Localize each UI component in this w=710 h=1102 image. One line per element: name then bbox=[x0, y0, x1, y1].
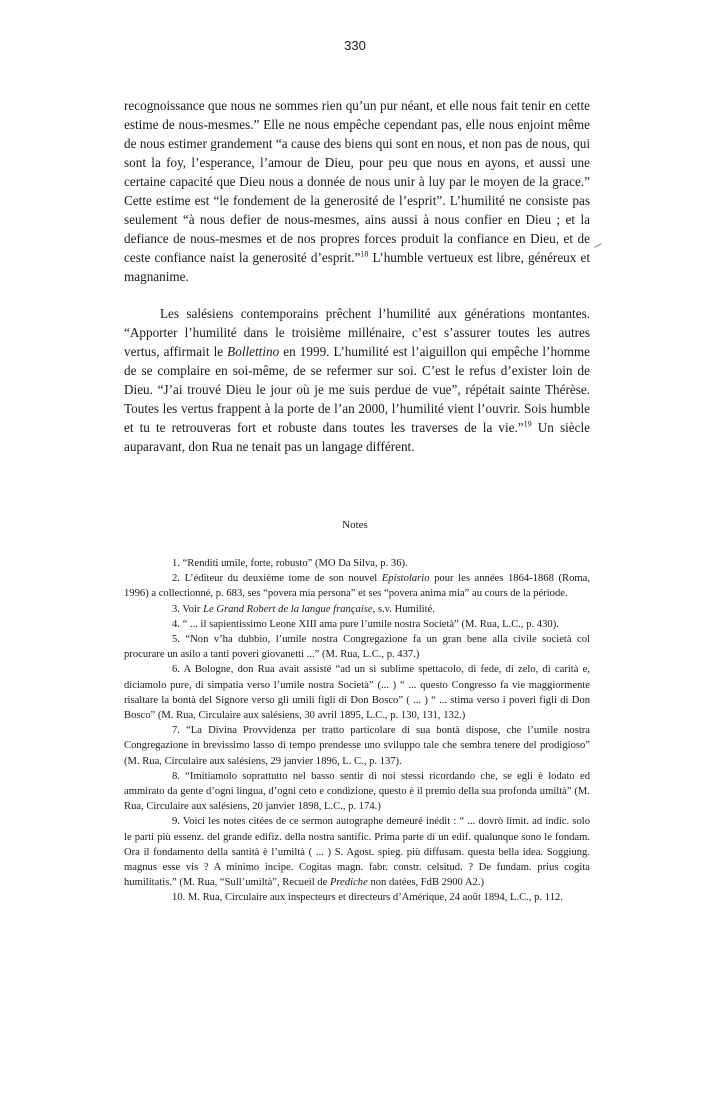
note-2 bbox=[124, 571, 590, 601]
note-3-text-a: 3. Voir bbox=[172, 603, 204, 615]
paragraph-2 bbox=[124, 304, 590, 456]
body-text bbox=[124, 96, 590, 456]
footnote-ref-18: 18 bbox=[360, 249, 369, 259]
bollettino-title: Bollettino bbox=[227, 344, 280, 359]
note-4: 4. “ ... il sapientissimo Leone XIII ama pure l’umile nostra Società” (M. Rua, L.C., p. 430). bbox=[172, 618, 559, 630]
note-2-text-a: 2. L’éditeur du deuxième tome de son nouvel bbox=[172, 573, 382, 585]
epistolario-title: Epistolario bbox=[381, 573, 430, 585]
note-9 bbox=[124, 814, 590, 890]
page-number: 330 bbox=[344, 38, 366, 53]
notes-heading: Notes bbox=[342, 519, 368, 531]
note-5: 5. “Non v’ha dubbio, l’umile nostra Congregazione fa un gran bene alla civile società col procurare un asilo a tanti poveri giovanetti ...” (M. Rua, L.C., p. 437.) bbox=[124, 634, 590, 661]
note-9-text-b: non datées, FdB 2900 A2.) bbox=[367, 877, 485, 889]
paragraph-1-end: L’humble vertueux est libre, généreux et magnanime. bbox=[124, 250, 591, 284]
notes-list bbox=[124, 556, 590, 906]
footnote-ref-19: 19 bbox=[523, 419, 532, 429]
grand-robert-title: Le Grand Robert de la langue française bbox=[203, 603, 373, 615]
paragraph-2-text-c: Un siècle auparavant, don Rua ne tenait pas un langage différent. bbox=[124, 420, 590, 454]
stray-mark bbox=[594, 243, 601, 248]
note-6: 6. A Bologne, don Rua avait assisté “ad un sì sublime spettacolo, di fede, di zelo, di carità e, diciamolo pure, di simpatia verso l’umile nostra Società” (... ) “ ... questo Congresso fa vie maggiormente risaltare la bontà del Signore verso gli umili figli di Don Bosco” ( ... ) “ ... stima verso i poveri figli di Don Bosco” (M. Rua, Circulaire aux salésiens, 30 avril 1895, L.C., p. 130, 131, 132.) bbox=[124, 664, 590, 722]
note-9-text-a: 9. Voici les notes citées de ce sermon autographe demeuré inédit : “ ... dovrò limit. ad indic. solo le parti più essenz. del grande edifiz. della nostra santific. Prima parte di un edif. qualunque sono le fondam. Ora il fondamento della santità è l’umiltà ( ... ) S. Agost. spieg. più diffusam. questa bella idea. Soggiung. magnus esse vis ? A minimo incipe. Cogitas magn. fabr. constr. celsitud. ? De fundam. prius cogita humilitatis.” (M. Rua, “Sull’umiltà”, Recueil de bbox=[124, 816, 590, 889]
paragraph-1 bbox=[124, 96, 590, 286]
note-7: 7. “La Divina Provvidenza per tratto particolare di sua bontà dispose, che l’umile nostra Congregazione in brevissimo lasso di tempo prendesse uno sviluppo tale che sembra tenere del prodigioso” (M. Rua, Circulaire aux salésiens, 29 janvier 1896, L. C., p. 137). bbox=[124, 725, 590, 767]
prediche-title: Prediche bbox=[329, 877, 368, 889]
note-3-text-b: , s.v. Humilité. bbox=[372, 603, 435, 615]
note-1: 1. “Renditi umile, forte, robusto” (MO Da Silva, p. 36). bbox=[172, 558, 408, 569]
note-2-text-b: pour les années 1864-1868 (Roma, 1996) a collectionné, p. 683, ses “povera mia persona” et ses “povera anima mia” au cours de la période. bbox=[124, 573, 590, 600]
paragraph-2-text-b: en 1999. L’humilité est l’aiguillon qui empêche l’homme de se complaire en soi-même, de se refermer sur soi. C’est le refus d’exister loin de Dieu. “J’ai trouvé Dieu le jour où je me suis perdue de vue”, répétait sainte Thérèse. Toutes les vertus frappent à la porte de l’an 2000, l’humilité vient l’ouvrir. Sois humble et tu te retrouveras fort et robuste dans toutes les traverses de la vie.” bbox=[124, 344, 591, 435]
note-8: 8. “Imitiamolo soprattutto nel basso sentir di noi stessi ricordando che, se egli è lodato ed ammirato da gente d’ogni lingua, d’ogni ceto e condizione, questo è il premio della sua profonda umiltà” (M. Rua, Circulaire aux salésiens, 20 janvier 1898, L.C., p. 174.) bbox=[124, 770, 590, 813]
note-10: 10. M. Rua, Circulaire aux inspecteurs et directeurs d’Amérique, 24 août 1894, L.C., p. 112. bbox=[172, 892, 563, 904]
paragraph-1-text: recognoissance que nous ne sommes rien qu’un pur néant, et elle nous fait tenir en cette estime de nous-mesmes.” Elle ne nous empêche cependant pas, elle nous enjoint même de nous estimer grandement “a cause des biens qui sont en nous, et non pas de nous, qui sont la foy, l’esperance, l’amour de Dieu, pour peu que nous en ayons, et aussi une certaine capacité que Dieu nous a donnée de nous unir à luy par le moyen de la grace.” Cette estime est “le fondement de la generosité de l’esprit”. L’humilité ne consiste pas seulement “à nous defier de nous-mesmes, ains aussi à nous confier en Dieu ; et la defiance de nous-mesmes et de nos propres forces produit la confiance en Dieu, et de ceste confiance naist la generosité d’esprit.” bbox=[124, 98, 590, 265]
note-3 bbox=[124, 602, 590, 617]
paragraph-2-text-a: Les salésiens contemporains prêchent l’humilité aux générations montantes. “Apporter l’humilité dans le troisième millénaire, c’est s’assurer toutes les autres vertus, affirmait le bbox=[124, 306, 590, 359]
